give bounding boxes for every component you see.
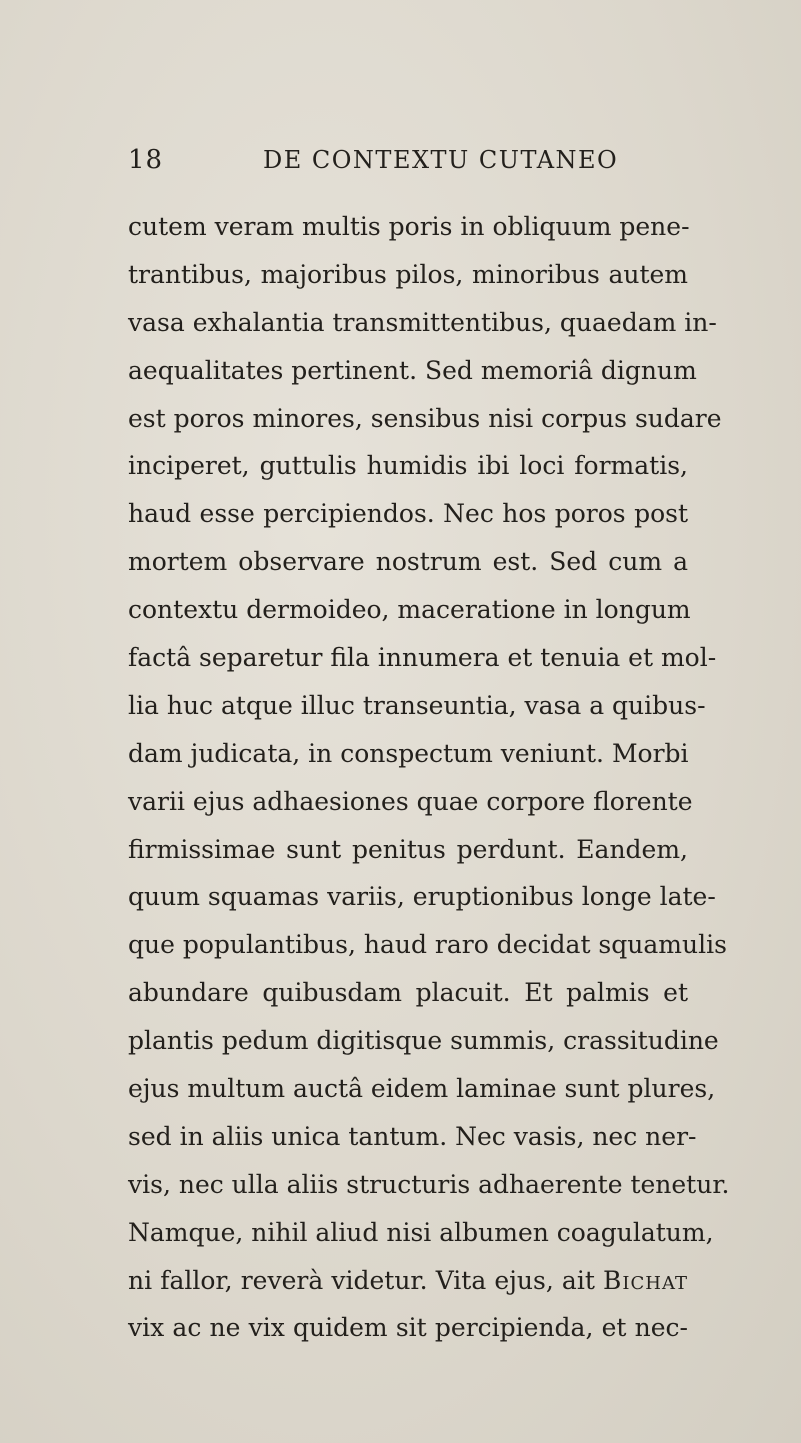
text-line: haud esse percipiendos. Nec hos poros post: [128, 499, 688, 529]
page-header: [128, 140, 688, 180]
text-line: quum squamas variis, eruptionibus longe late-: [128, 882, 716, 912]
text-line: plantis pedum digitisque summis, crassitudine: [128, 1026, 719, 1056]
text-line: abundare quibusdam placuit. Et palmis et: [128, 978, 688, 1008]
author-name: Bichat: [603, 1265, 688, 1295]
text-line: mortem observare nostrum est. Sed cum a: [128, 547, 688, 577]
text-line: vis, nec ulla aliis structuris adhaerente tenetur.: [128, 1169, 730, 1199]
text-line: dam judicata, in conspectum veniunt. Morbi: [128, 738, 689, 768]
text-line: firmissimae sunt penitus perdunt. Eandem,: [128, 834, 688, 864]
text-line: que populantibus, haud raro decidat squamulis: [128, 930, 727, 960]
text-line: trantibus, majoribus pilos, minoribus autem: [128, 259, 688, 289]
text-line: aequalitates pertinent. Sed memoriâ dignum: [128, 355, 697, 385]
text-line: cutem veram multis poris in obliquum pene-: [128, 212, 690, 241]
text-line: factâ separetur fila innumera et tenuia et mol-: [128, 643, 717, 673]
text-line: lia huc atque illuc transeuntia, vasa a quibus-: [128, 690, 706, 720]
text-line: vasa exhalantia transmittentibus, quaedam in-: [128, 307, 717, 337]
page-number: 18: [128, 145, 164, 175]
text-line: vix ac ne vix quidem sit percipienda, et nec-: [128, 1313, 688, 1343]
text-fragment: ni fallor, reverà videtur. Vita ejus, ait: [128, 1265, 604, 1295]
text-line: ejus multum auctâ eidem laminae sunt plures,: [128, 1074, 716, 1104]
text-line: varii ejus adhaesiones quae corpore florente: [128, 786, 693, 816]
text-line: inciperet, guttulis humidis ibi loci formatis,: [128, 451, 688, 481]
text-line: sed in aliis unica tantum. Nec vasis, nec ner-: [128, 1121, 697, 1151]
body-text: [128, 203, 730, 1352]
running-head: DE CONTEXTU CUTANEO: [263, 146, 619, 174]
text-line-with-author: [128, 1257, 688, 1305]
text-line: est poros minores, sensibus nisi corpus sudare: [128, 403, 722, 433]
text-line: contextu dermoideo, maceratione in longum: [128, 595, 691, 625]
text-line: Namque, nihil aliud nisi albumen coagulatum,: [128, 1217, 714, 1247]
